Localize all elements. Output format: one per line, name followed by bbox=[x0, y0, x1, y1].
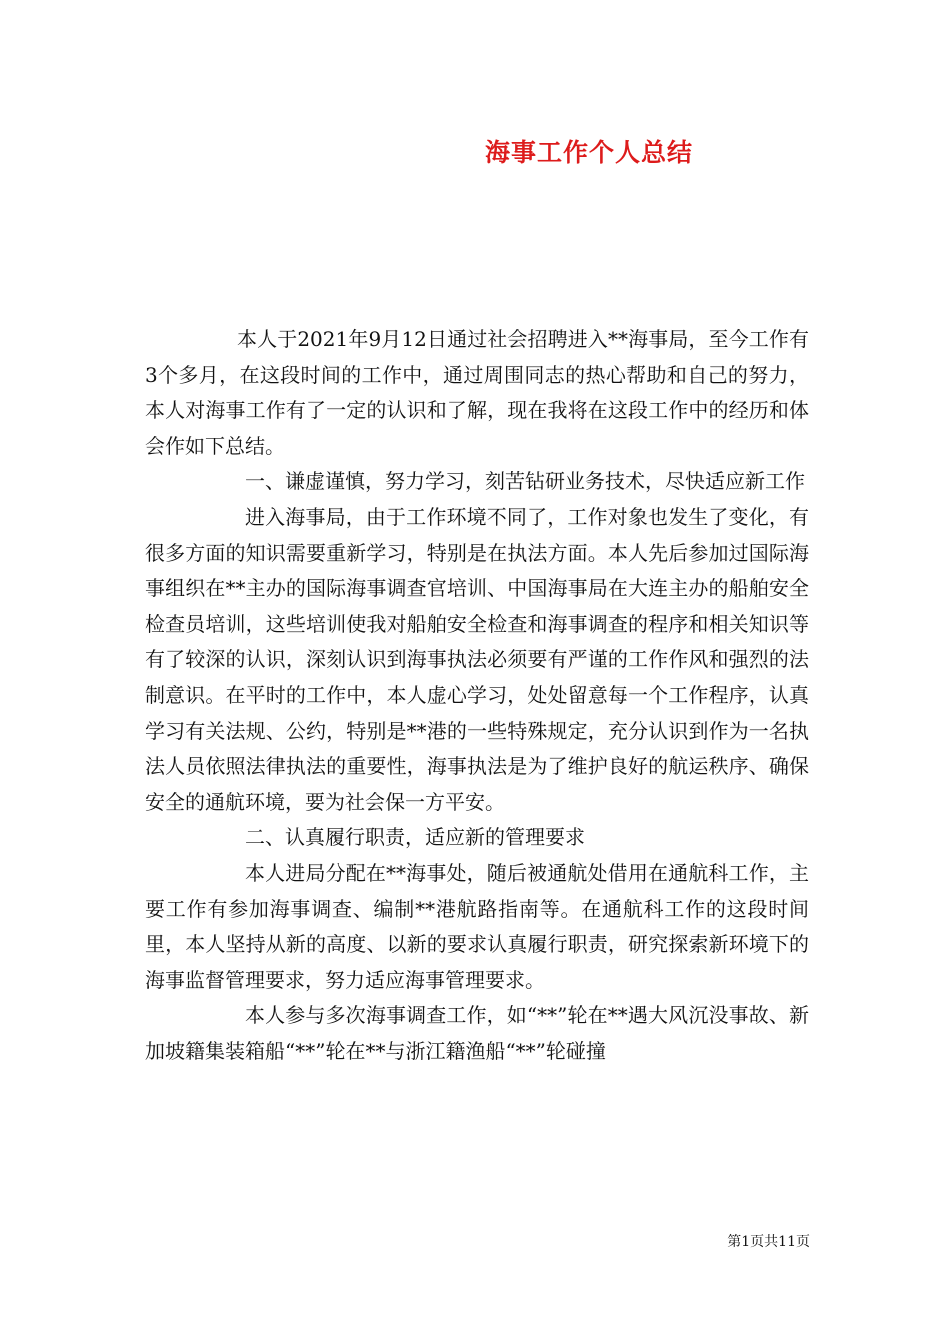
document-body bbox=[145, 322, 809, 1069]
paragraph-duties: 本人进局分配在**海事处，随后被通航处借用在通航科工作，主要工作有参加海事调查、编制**港航路指南等。在通航科工作的这段时间里，本人坚持从新的高度、以新的要求认真履行职责，研究探索新环境下的海事监督管理要求，努力适应海事管理要求。 bbox=[145, 860, 809, 992]
paragraph-investigation: 本人参与多次海事调查工作，如“**”轮在**遇大风沉没事故、新加坡籍集装箱船“**”轮在**与浙江籍渔船“**”轮碰撞 bbox=[145, 1003, 809, 1063]
section-heading-2: 二、认真履行职责，适应新的管理要求 bbox=[245, 825, 585, 850]
section-heading-1: 一、谦虚谨慎，努力学习，刻苦钻研业务技术，尽快适应新工作 bbox=[245, 469, 805, 494]
paragraph-intro: 本人于2021年9月12日通过社会招聘进入**海事局，至今工作有3个多月，在这段时间的工作中，通过周围同志的热心帮助和自己的努力，本人对海事工作有了一定的认识和了解，现在我将在这段工作中的经历和体会作如下总结。 bbox=[145, 327, 809, 458]
document-title: 海事工作个人总结 bbox=[484, 138, 693, 167]
paragraph-learning: 进入海事局，由于工作环境不同了，工作对象也发生了变化，有很多方面的知识需要重新学习，特别是在执法方面。本人先后参加过国际海事组织在**主办的国际海事调查官培训、中国海事局在大连主办的船舶安全检查员培训，这些培训使我对船舶安全检查和海事调查的程序和相关知识等有了较深的认识，深刻认识到海事执法必须要有严谨的工作作风和强烈的法制意识。在平时的工作中，本人虚心学习，处处留意每一个工作程序，认真学习有关法规、公约，特别是**港的一些特殊规定，充分认识到作为一名执法人员依照法律执法的重要性，海事执法是为了维护良好的航运秩序、确保安全的通航环境，要为社会保一方平安。 bbox=[145, 504, 809, 814]
page-number-footer: 第1页共11页 bbox=[727, 1234, 810, 1250]
